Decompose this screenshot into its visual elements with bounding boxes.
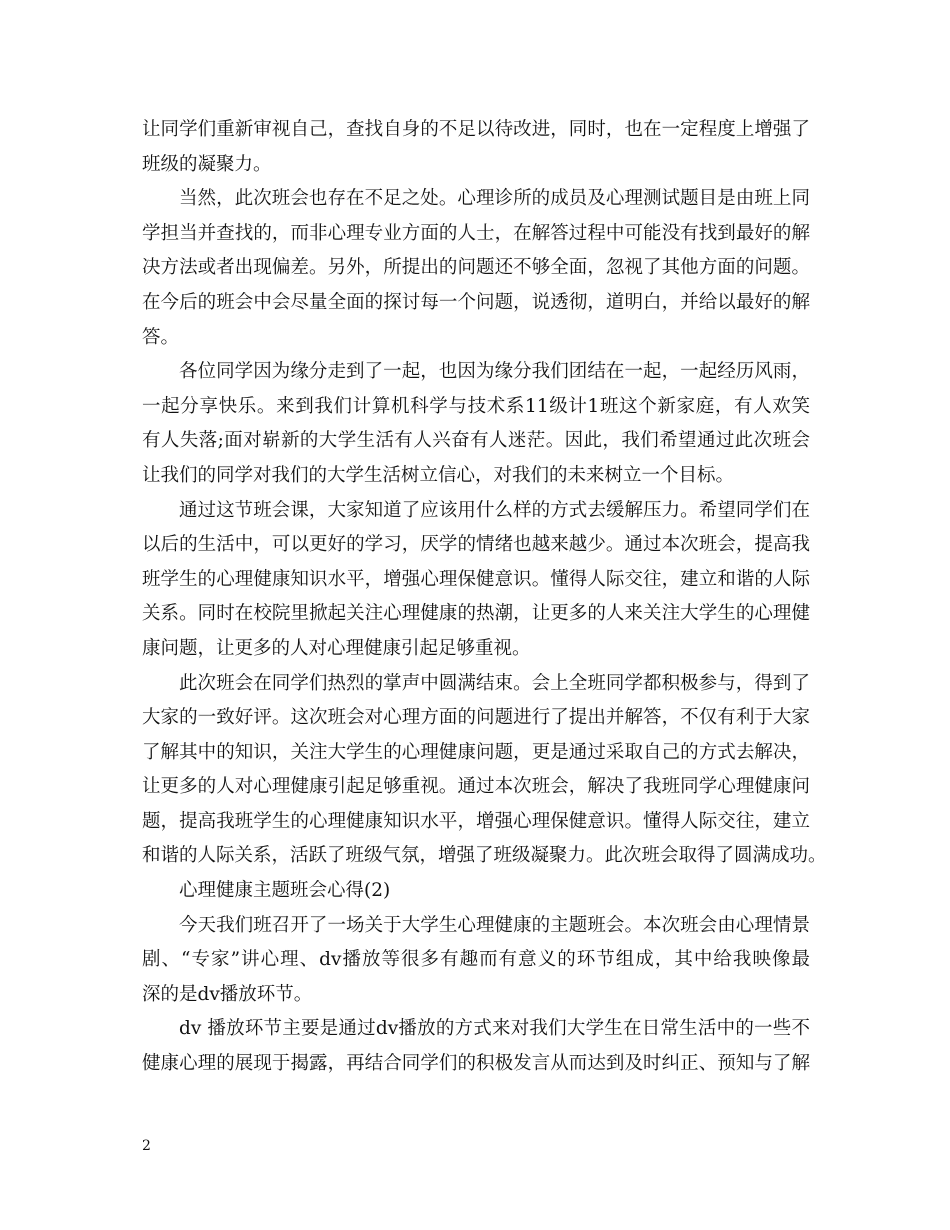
text-line: 通过这节班会课，大家知道了应该用什么样的方式去缓解压力。希望同学们在 <box>179 499 810 521</box>
text-line: 此次班会在同学们热烈的掌声中圆满结束。会上全班同学都积极参与，得到了 <box>179 672 810 694</box>
text-line: 关系。同时在校院里掀起关注心理健康的热潮，让更多的人来关注大学生的心理健 <box>142 603 810 625</box>
text-line: 在今后的班会中会尽量全面的探讨每一个问题，说透彻，道明白，并给以最好的解 <box>142 291 810 313</box>
text-line: 深的是dv播放环节。 <box>142 983 313 1005</box>
text-line: 决方法或者出现偏差。另外，所提出的问题还不够全面，忽视了其他方面的问题。 <box>142 257 810 279</box>
text-line: dv 播放环节主要是通过dv播放的方式来对我们大学生在日常生活中的一些不 <box>179 1018 810 1040</box>
text-line: 以后的生活中，可以更好的学习，厌学的情绪也越来越少。通过本次班会，提高我 <box>142 534 810 556</box>
text-line: 学担当并查找的，而非心理专业方面的人士，在解答过程中可能没有找到最好的解 <box>142 222 810 244</box>
text-line: 当然，此次班会也存在不足之处。心理诊所的成员及心理测试题目是由班上同 <box>179 188 810 210</box>
text-line: 有人失落;面对崭新的大学生活有人兴奋有人迷茫。因此，我们希望通过此次班会 <box>142 430 810 452</box>
text-line: 今天我们班召开了一场关于大学生心理健康的主题班会。本次班会由心理情景 <box>179 914 810 936</box>
text-line: 答。 <box>142 326 180 348</box>
page-number: 2 <box>142 1138 151 1154</box>
text-line: 康问题，让更多的人对心理健康引起足够重视。 <box>142 637 531 659</box>
text-line: 各位同学因为缘分走到了一起，也因为缘分我们团结在一起，一起经历风雨， <box>179 361 810 383</box>
text-line: 剧、“专家”讲心理、dv播放等很多有趣而有意义的环节组成，其中给我映像最 <box>142 949 810 971</box>
text-line: 班学生的心理健康知识水平，增强心理保健意识。懂得人际交往，建立和谐的人际 <box>142 568 810 590</box>
text-line: 让更多的人对心理健康引起足够重视。通过本次班会，解决了我班同学心理健康问 <box>142 776 810 798</box>
text-line: 让我们的同学对我们的大学生活树立信心，对我们的未来树立一个目标。 <box>142 464 735 486</box>
text-line: 让同学们重新审视自己，查找自身的不足以待改进，同时，也在一定程度上增强了 <box>142 119 810 140</box>
text-line: 了解其中的知识，关注大学生的心理健康问题，更是通过采取自己的方式去解决， <box>142 741 810 763</box>
text-line: 题，提高我班学生的心理健康知识水平，增强心理保健意识。懂得人际交往，建立 <box>142 810 810 832</box>
section-heading: 心理健康主题班会心得(2) <box>179 880 391 902</box>
text-line: 班级的凝聚力。 <box>142 153 272 175</box>
text-line: 一起分享快乐。来到我们计算机科学与技术系11级计1班这个新家庭，有人欢笑 <box>142 395 810 417</box>
text-line: 大家的一致好评。这次班会对心理方面的问题进行了提出并解答，不仅有利于大家 <box>142 707 810 729</box>
text-line: 和谐的人际关系，活跃了班级气氛，增强了班级凝聚力。此次班会取得了圆满成功。 <box>142 845 827 867</box>
document-body <box>142 113 827 1082</box>
text-line: 健康心理的展现于揭露，再结合同学们的积极发言从而达到及时纠正、预知与了解 <box>142 1053 810 1075</box>
